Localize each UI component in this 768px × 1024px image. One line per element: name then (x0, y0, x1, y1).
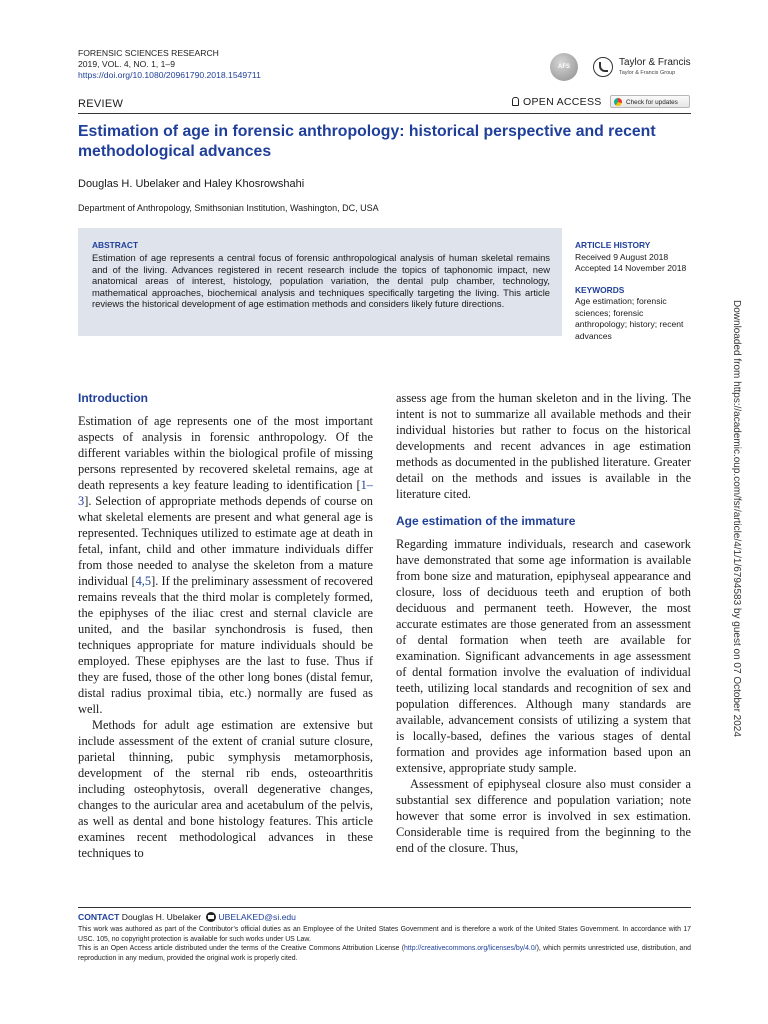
header-divider (78, 113, 691, 114)
journal-name: FORENSIC SCIENCES RESEARCH (78, 48, 219, 58)
license-text-b: ), which permits unrestricted use, distribution, and reproduction in any medium, provided the original work is properly cited. (78, 945, 691, 962)
download-watermark: Downloaded from https://academic.oup.com/fsr/article/4/1/1/6794583 by guest on 07 October 2024 (731, 300, 742, 737)
article-title: Estimation of age in forensic anthropology: historical perspective and recent methodological advances (78, 123, 656, 160)
open-access-label (512, 96, 602, 108)
contact-line (78, 912, 296, 922)
afs-logo (550, 53, 578, 81)
intro-paragraph-1 (78, 413, 373, 717)
intro-paragraph-2: Methods for adult age estimation are extensive but include assessment of the extent of cranial suture closure, parietal thinning, pubic symphysis metamorphosis, development of the sternal rib ends, osteoarthritis including osteophytosis, overall degenerative changes, changes to the auricular area and acetabulum of the pelvis, as well as dental and bone histology features. This article examines recent methodological advances in these techniques to (78, 718, 373, 860)
afs-logo-text: AFS (558, 64, 570, 70)
intro-p1-text-c: ]. If the preliminary assessment of recovered remains reveals that the third molar is completely formed, the epiphyses of the iliac crest and sternal clavicle are united, and the basilar synchondrosis is fused, then techniques appropriate for mature individuals should be employed. These epiphyses are the last to fuse. Thus if they are fused, those of the other long bones (distal femur, distal radius proximal tibia, etc.) normally are fused as well. (78, 574, 373, 716)
abstract-text: Estimation of age represents a central focus of forensic anthropological analysis of human skeletal remains and of the living. Advances registered in recent research include the topics of taphonomic impact, new anatomical areas of interest, histology, population variation, the dental pulp chamber, technology, mathematical approaches, biochemical analysis and techniques specifically targeting the living. This article reviews the historical development of age estimation methods and considers likely future directions. (92, 252, 550, 310)
immature-paragraph-1: Regarding immature individuals, research and casework have demonstrated that some age information is available from bone size and maturation, epiphyseal appearance and closure, loss of deciduous teeth and eruption of both deciduous and permanent teeth. However, the most accurate estimates are those generated from an assessment of dental formation when teeth are available for examination. Significant advancements in age assessment of dental formation involve the evaluation of individual teeth, utilizing local standards and recognition of sex and population differences. Although many standards are available, advancement consists of utilizing a system that is locally-based, defines the various stages of dental formation and provides age information based upon an extensive, appropriate study sample. (396, 537, 691, 775)
email-icon (206, 912, 216, 922)
introduction-heading: Introduction (78, 391, 148, 405)
keywords-heading: KEYWORDS (575, 285, 625, 295)
publisher-group: Taylor & Francis Group (619, 70, 676, 76)
citation-link[interactable]: 1–3 (78, 478, 373, 508)
footer-divider (78, 907, 691, 908)
keywords-list: Age estimation; forensic sciences; forensic anthropology; history; recent advances (575, 296, 684, 341)
check-for-updates-button[interactable] (610, 95, 690, 108)
author-list: Douglas H. Ubelaker and Haley Khosrowshahi (78, 178, 305, 190)
body-column-right (396, 390, 691, 856)
crossmark-icon (614, 98, 622, 106)
received-date: Received 9 August 2018 (575, 252, 669, 262)
journal-volume: 2019, VOL. 4, NO. 1, 1–9 (78, 59, 175, 70)
body-column-left (78, 390, 373, 861)
contact-name: Douglas H. Ubelaker (121, 912, 202, 922)
copyright-note: This work was authored as part of the Contributor’s official duties as an Employee of the United States Government and is therefore a work of the United States Government. In accordance with 17 USC. 105, no copyright protection is available for such works under US Law. (78, 926, 691, 943)
intro-p1-text-a: Estimation of age represents one of the most important aspects of analysis in forensic anthropology. Of the different variables within the biological profile of missing persons represented by recovered skeletal remains, age at death represents a key feature leading to identification [ (78, 414, 373, 492)
article-type: REVIEW (78, 98, 124, 110)
intro-paragraph-continued: assess age from the human skeleton and in the living. The intent is not to summarize all available methods and their individual histories but rather to focus on the historical developments and recent advances in age estimation methods as documented in the published literature. Greater detail on the methods and issues is available in the literature cited. (396, 391, 691, 501)
license-note (78, 944, 691, 963)
license-link[interactable]: http://creativecommons.org/licenses/by/4.0/ (404, 945, 537, 953)
contact-email-link[interactable]: UBELAKED@si.edu (218, 912, 296, 922)
immature-section-heading: Age estimation of the immature (396, 514, 576, 528)
footer-notes (78, 925, 691, 963)
intro-p1-text-b: ]. Selection of appropriate methods depends of course on what skeletal elements are present and what general age is represented. Techniques utilized to estimate age at death in fetal, infant, child and other immature individuals differ from those needed to analyse the skeleton from a mature individual [ (78, 494, 373, 588)
immature-paragraph-2: Assessment of epiphyseal closure also must consider a substantial sex difference and population variation; note however that some error is involved in sex estimation. Considerable time is required from the beginning to the end of the closure. Thus, (396, 777, 691, 855)
author-affiliation: Department of Anthropology, Smithsonian Institution, Washington, DC, USA (78, 203, 379, 213)
accepted-date: Accepted 14 November 2018 (575, 263, 687, 273)
journal-info (78, 48, 261, 82)
article-history-heading: ARTICLE HISTORY (575, 240, 651, 250)
citation-link[interactable]: 4,5 (135, 574, 152, 588)
abstract-heading: ABSTRACT (92, 240, 139, 250)
taylor-francis-icon (593, 57, 613, 77)
check-updates-label: Check for updates (626, 99, 678, 106)
license-text-a: This is an Open Access article distributed under the terms of the Creative Commons Attribution License ( (78, 945, 405, 953)
doi-link[interactable]: https://doi.org/10.1080/20961790.2018.1549711 (78, 70, 261, 81)
open-access-text: OPEN ACCESS (523, 96, 602, 108)
publisher-name: Taylor & Francis (619, 57, 691, 68)
contact-label: CONTACT (78, 912, 120, 922)
open-lock-icon (512, 97, 519, 106)
